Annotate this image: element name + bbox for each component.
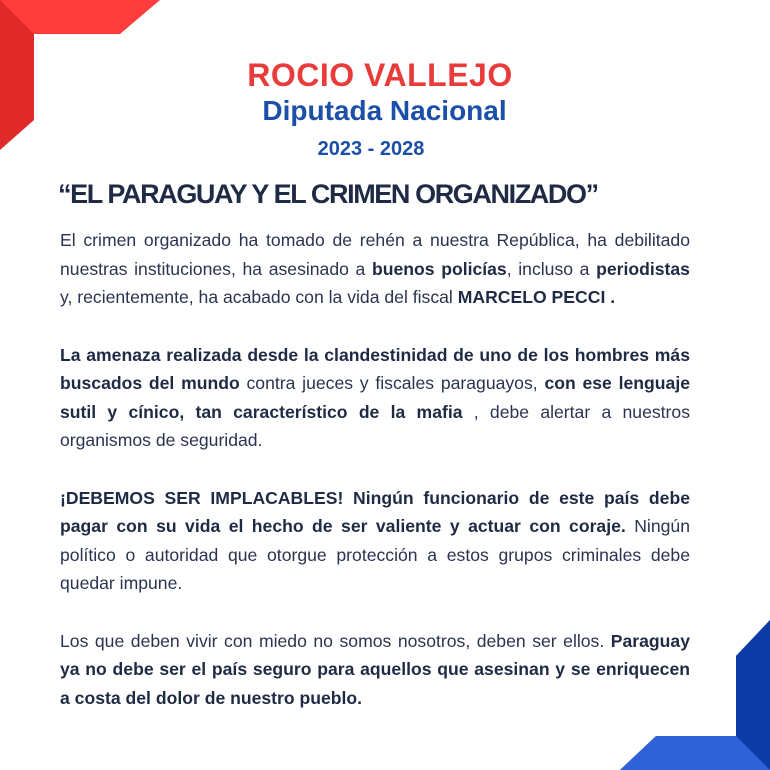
- bold-phrase: buenos policías: [372, 258, 507, 279]
- term-years: 2023 - 2028: [317, 138, 425, 160]
- paragraph-1: El crimen organizado ha tomado de rehén a nuestra República, ha debilitado nuestras instituciones, ha asesinado a buenos policías, incluso a periodistas y, recientemente, ha acabado con la vida del fiscal MARCELO PECCI .: [60, 230, 690, 307]
- deputy-role: Diputada Nacional: [262, 95, 507, 126]
- statement-title: “EL PARAGUAY Y EL CRIMEN ORGANIZADO”: [58, 179, 598, 209]
- deputy-name: ROCIO VALLEJO: [247, 57, 513, 93]
- bold-phrase: MARCELO PECCI .: [457, 287, 616, 307]
- statement-body: [60, 226, 690, 741]
- bold-phrase: ¡DEBEMOS SER IMPLACABLES! Ningún funcionario de este país debe pagar con su vida el hecho de ser valiente y actuar con coraje.: [60, 487, 690, 536]
- paragraph-4: Los que deben vivir con miedo no somos nosotros, deben ser ellos. Paraguay ya no debe ser el país seguro para aquellos que asesinan y se enriquecen a costa del dolor de nuestro pueblo.: [60, 630, 690, 708]
- bold-phrase: La amenaza realizada desde la clandestinidad de uno de los hombres más buscados del mundo: [60, 344, 690, 393]
- bold-phrase: con ese lenguaje sutil y cínico, tan característico de la mafia: [60, 373, 690, 422]
- bold-phrase: Paraguay ya no debe ser el país seguro para aquellos que asesinan y se enriquecen a costa del dolor de nuestro pueblo.: [60, 630, 690, 708]
- bold-phrase: periodistas: [596, 258, 690, 279]
- header: [0, 56, 770, 162]
- paragraph-3: ¡DEBEMOS SER IMPLACABLES! Ningún funcionario de este país debe pagar con su vida el hecho de ser valiente y actuar con coraje. Ningún político o autoridad que otorgue protección a estos grupos criminales debe quedar impune.: [60, 487, 690, 593]
- paragraph-2: La amenaza realizada desde la clandestinidad de uno de los hombres más buscados del mundo contra jueces y fiscales paraguayos, con ese lenguaje sutil y cínico, tan característico de la mafia , debe alertar a nuestros organismos de seguridad.: [60, 344, 690, 450]
